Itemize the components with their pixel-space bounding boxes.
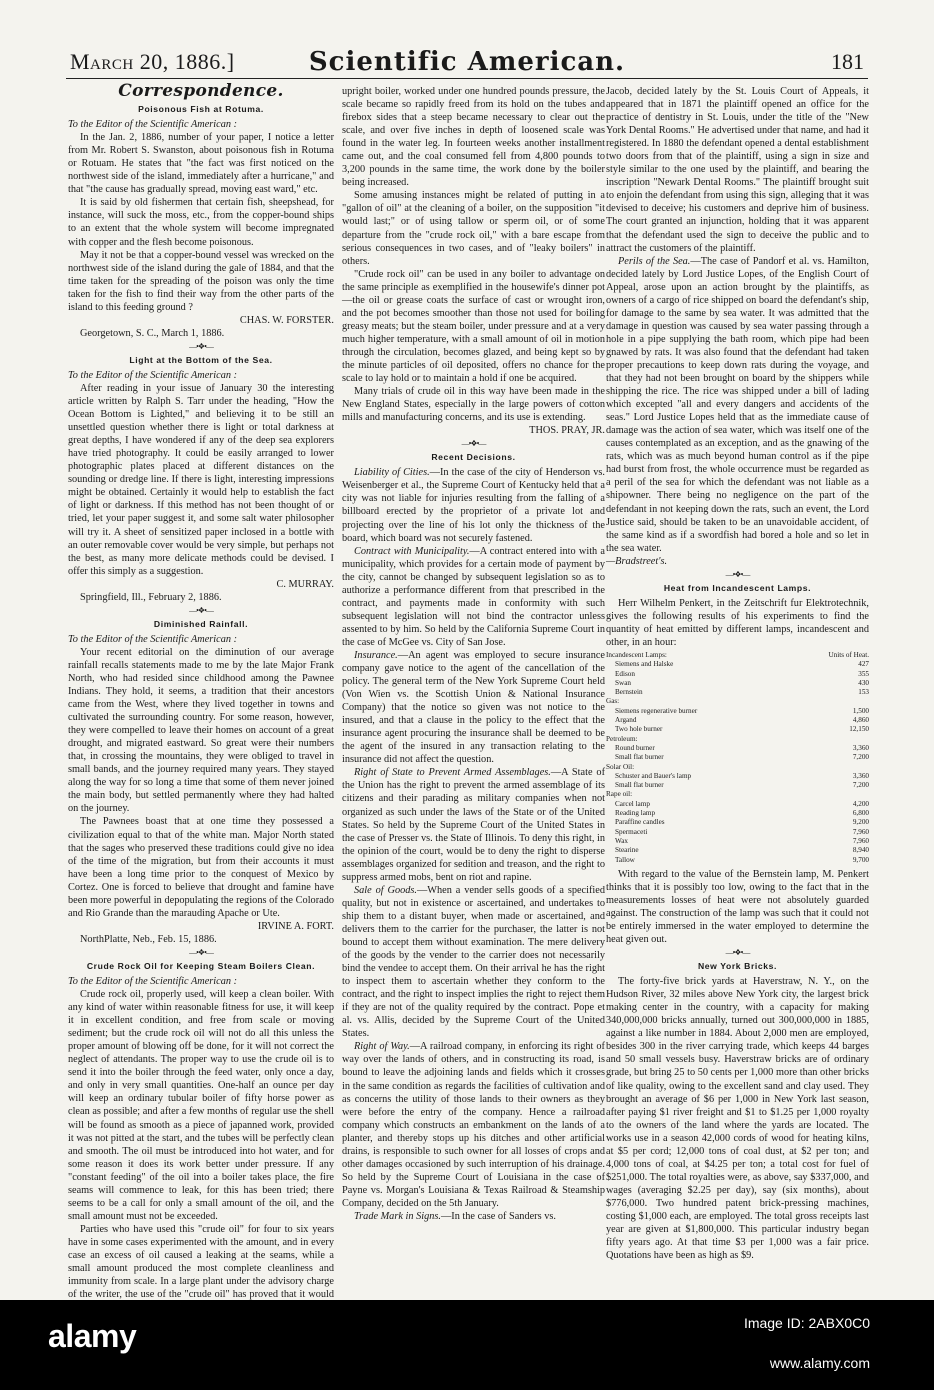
decision-lead: Liability of Cities. [354, 467, 430, 479]
table-cell-label: Two hole burner [615, 725, 663, 734]
table-header-left: Incandescent Lamps: [606, 650, 667, 659]
table-cell-label: Bernstein [615, 688, 643, 697]
table-cell-label: Small flat burner [615, 781, 664, 790]
dateline: NorthPlatte, Neb., Feb. 15, 1886. [80, 933, 217, 945]
table-row [606, 856, 869, 865]
issue-date: March 20, 1886.] [70, 49, 235, 74]
table-cell-value: 9,200 [852, 818, 869, 827]
table-cell-value: 8,940 [852, 846, 869, 855]
article-title: Light at the Bottom of the Sea. [129, 354, 273, 365]
table-header-row [606, 651, 869, 660]
ornament-divider: —•❖•— [189, 947, 213, 957]
table-cell-value: 7,200 [852, 753, 869, 762]
source-credit-text: —Bradstreet's. [606, 555, 668, 567]
table-row [606, 744, 869, 753]
ornament-divider: —•❖•— [189, 605, 213, 615]
table-header-right: Units of Heat. [828, 650, 869, 659]
table-row [606, 828, 869, 837]
decision-text: —In the case of the city of Henderson vs. Weisenberger et al., the Supreme Court of Kentucky held that a city was not liable for injuries resulting from the falling of a billboard erected by the proprietor of a private lot and projecting over the line of his lot only the thickness of the board, which board was not securely fastened. [342, 467, 605, 544]
table-cell-label: Siemens and Halske [615, 660, 674, 669]
table-row [606, 846, 869, 855]
paragraph: Many trials of crude oil in this way have been made in the New England States, especially in the large powers of cotton mills and manufacturing concerns, and its use is extending. [342, 386, 605, 424]
column-1 [68, 81, 334, 1301]
table-row [606, 800, 869, 809]
table-row [606, 772, 869, 781]
decision-text: —A railroad company, in enforcing its right of way over the lands of others, and in constructing its road, is bound to leave the adjoining lands and fields which it crosses in the same condition as regards the facilities of cultivation and as concerns the utility of those lands to their owners as they were before the entry of the company. Hence a railroad company which constructs an embankment on the lands of a planter, and thereby stops up his ditches and other artificial drains, is responsible to such owner for all losses of crops and other damages occasioned by such interruption of his drainage. So held by the Supreme Court of Louisiana in the case of Payne vs. Morgan's Louisiana & Texas Railroad & Steamship Company, decided on the 5th January. [342, 1041, 605, 1209]
table-cell-label: Argand [615, 716, 637, 725]
table-row [606, 716, 869, 725]
editor-address: To the Editor of the Scientific American : [68, 976, 238, 987]
ornament-divider: —•❖•— [725, 948, 750, 958]
paragraph: The forty-five brick yards at Haverstraw, N. Y., on the Hudson River, 32 miles above New York city, the largest brick making center in the country, with a capacity for making 340,000,000 bricks annually, turned out 300,000,000 in 1885, against a like number in 1884. About 2,000 men are employed, besides 300 in the river carrying trade, which keeps 44 barges and 50 small vessels busy. Haverstraw bricks are of ordinary grade, but bring 25 to 50 cents per 1,000 more than other bricks of like quality, owing to the excellent sand and clay used. They brought an average of $6 per 1,000 in New York last season, after paying $1 river freight and $1 to $1.25 per 1,000 royalty to the owners of the land where the yards are located. The works use in a season 42,000 cords of wood for heating kilns, at $5 per cord; 12,000 tons of coal dust, at $2 per ton; and 4,000 tons of coal, at $4.25 per ton; a total cost for fuel of $251,000. The total royalties were, as above, say $337,000, and wages (averaging $2.25 per day), say (six months), about $776,000. Two hundred patent brick-pressing machines, costing $1,000 each, are employed. The total gross receipts last year are given at $1,800,000. This particular industry began fifty years ago. At that time $3 per 1,000 was a fair price. Quotations have been as high as $9. [606, 976, 869, 1262]
table-cell-label: Siemens regenerative burner [615, 706, 698, 715]
editor-address: To the Editor of the Scientific American : [68, 369, 238, 381]
decision-paragraph [342, 884, 605, 1041]
paragraph: upright boiler, worked under one hundred pounds pressure, the scale became so rapidly freed from its hold on the tubes and firebox sides that a steep became necessary to clear out the scale, and over five inches in depth of loosened scale was found in the water leg. In fourteen weeks another installment came out, and the coal consumed fell from 4,800 pounds to 3,200 pounds in the same time, the work done by the boiler being increased. [342, 86, 605, 189]
table-cell-value: 7,200 [852, 781, 869, 790]
paragraph: The Pawnees boast that at one time they possessed a civilization equal to that of the white man. Major North stated that the sages who preserved these traditions could give no idea of the time of the migration, but from their accounts it must have been a long time prior to the conquest of Mexico by Cortez. One is forced to believe that drought and famine have been more powerful in depopulating the regions of the Colorado and Rio Grande than the marauding Apache or Ute. [68, 816, 334, 919]
table-row [606, 735, 869, 744]
table-cell-label: Reading lamp [615, 809, 656, 818]
table-cell-value: 9,700 [852, 855, 869, 864]
decision-lead: Contract with Municipality. [354, 545, 470, 557]
table-cell-label: Swan [615, 678, 631, 687]
table-cell-value: 7,960 [852, 827, 869, 836]
decision-lead: Sale of Goods. [354, 884, 417, 896]
table-row [606, 670, 869, 679]
image-id: Image ID: 2ABX0C0 [743, 1315, 870, 1331]
table-cell-label: Edison [615, 669, 635, 678]
editor-address: To the Editor of the Scientific American : [68, 633, 238, 645]
ornament-divider: —•❖•— [725, 569, 750, 579]
editor-address: To the Editor of the Scientific American : [68, 119, 238, 131]
table-cell-label: Gas: [606, 697, 620, 706]
article-title: Heat from Incandescent Lamps. [663, 582, 812, 593]
decision-lead: Insurance. [354, 649, 398, 661]
article-title: Poisonous Fish at Rotuma. [138, 104, 264, 115]
table-cell-value: 4,860 [852, 716, 869, 725]
table-row [606, 753, 869, 762]
dateline: Springfield, Ill., February 2, 1886. [80, 591, 222, 603]
page-number: 181 [831, 49, 864, 74]
table-row [606, 790, 869, 799]
table-cell-label: Tallow [615, 855, 635, 864]
decision-paragraph [342, 1040, 605, 1210]
table-row [606, 697, 869, 706]
table-cell-value: 12,150 [849, 725, 869, 734]
decision-lead: Perils of the Sea. [618, 255, 691, 267]
table-cell-value: 4,200 [852, 799, 869, 808]
table-cell-label: Petroleum: [606, 734, 638, 743]
table-row [606, 679, 869, 688]
table-cell-label: Round burner [615, 743, 655, 752]
paragraph: May it not be that a copper-bound vessel was wrecked on the northwest side of the island during the gale of 1884, and that the time taken for the spreading of the poison was only the time taken for the fish to find their way from the other parts of the island to this feeding ground ? [68, 249, 334, 313]
table-row [606, 763, 869, 772]
dateline: Georgetown, S. C., March 1, 1886. [80, 327, 225, 339]
paragraph: In the Jan. 2, 1886, number of your paper, I notice a letter from Mr. Robert S. Swanston, about poisonous fish in Rotuma or Rotuam. He states that "the fact was first noticed on the northwest side of the island, immediately after a hurricane," and that "the cause has gradually spread, moving east ward," etc. [68, 132, 334, 196]
masthead-title: Scientific American. [308, 47, 626, 77]
table-cell-label: Stearine [615, 846, 639, 855]
decision-paragraph [342, 1210, 605, 1223]
signature: CHAS. W. FORSTER. [239, 314, 334, 326]
table-row [606, 707, 869, 716]
decision-text: —When a vender sells goods of a specified quality, but not in existence or ascertained, and undertakes to ship them to a distant buyer, when made or ascertained, and delivers them to the carrier for the purchaser, the latter is not bound to accept them without examination. The mere delivery of the goods by the vender to the carrier does not necessarily bind the vendee to accept them. On their arrival he has the right to inspect them to ascertain whether they conform to the contract, and the right to inspect implies the right to reject them if they are not of the quality required by the contract. Pope et al. vs. Allis, decided by the Supreme Court of the United States. [342, 884, 605, 1040]
ornament-divider: —•❖•— [189, 341, 213, 351]
decision-lead: Trade Mark in Signs. [354, 1210, 441, 1222]
decision-paragraph [342, 545, 605, 649]
decision-text: —An agent was employed to secure insurance company gave notice to the agent of the cancellation of the policy. The general term of the New York Supreme Court held (Von Wien vs. the Scottish Union & National Insurance Company) that the notice so given was not notice to the insured, and that a clause in the policy to the effect that the insurance agent procuring the insurance shall be deemed to be the agent of the insured in any transaction relating to the insurance did not affect the question. [342, 649, 605, 766]
article-title: Recent Decisions. [431, 452, 516, 463]
decision-text: —A contract entered into with a municipality, which provides for a certain mode of payment by the city, cannot be changed by subsequent legislation so as to authorize a performance different from that prescribed in the contract, and payments made in conformity with such subsequent legislation will not bind the contractor unless assented to by him. So held by the California Supreme Court in the case of McGee vs. City of San Jose. [342, 545, 605, 648]
paragraph: "Crude rock oil" can be used in any boiler to advantage on the same principle as exemplified in the housewife's dinner pot—the oil or grease coats the surface of cast or wrought iron, and the pot becomes smoother than those not used for boiling greasy meats; but the steam boiler, under pressure and at a very much higher temperature, with a small amount of oil in motion through the circulation, becomes glazed, and being kept so by the minute particles of oil deposited, offers no chance for the scale to lay hold or to maintain a hold if one be acquired. [342, 268, 605, 385]
table-row [606, 688, 869, 697]
decision-lead: Right of Way. [354, 1041, 410, 1053]
decision-text: —The case of Pandorf et al. vs. Hamilton, decided lately by Lord Justice Lopes, of the English Court of Appeal, arose upon an action brought by the plaintiffs, as owners of a cargo of rice shipped on board the defendant's ship, for damage to the same by sea water. It was admitted that the damage in question was caused by sea water passing through a hole in a pipe supplying the bath room, which pipe had been gnawed by rats. It was also found that the defendant had taken proper precautions to keep down rats during the voyage, and that they had not been brought on board by the shippers while shipping the rice. The rice was shipped under a bill of lading which excepted "all and every dangers and accidents of the seas." Lord Justice Lopes held that as the immediate cause of damage was the action of sea water, which was itself one of the causes contemplated as an exception, and as the gnawing of the rats, which was as much beyond human control as if the pipe had burst from frost, the whole occurrence must be regarded as a peril of the sea for which the defendant was not liable as a shipowner. There being no negligence on the part of the defendant in not keeping down the rats, such an event, the Lord Justice said, should be taken to be an unavoidable accident, of the same kind as if a swordfish had bored a hole and so let in the sea water. [606, 255, 869, 554]
table-cell-label: Wax [615, 836, 628, 845]
paragraph: Parties who have used this "crude oil" for four to six years have in some cases experimented with the amount, and in every case an excess of oil caused a leaking at the seams, while a small amount produced the most complete cleanliness and immunity from scale. In a large plant under the advisory charge of the writer, the use of the "crude oil" has proved that it would [68, 1223, 334, 1301]
decision-text: —In the case of Sanders vs. [440, 1210, 556, 1222]
heat-table [606, 651, 869, 865]
table-cell-label: Solar Oil: [606, 762, 635, 771]
table-row [606, 818, 869, 827]
table-row [606, 809, 869, 818]
table-cell-value: 430 [858, 678, 869, 687]
source-credit [606, 555, 869, 568]
table-cell-label: Rape oil: [606, 790, 633, 799]
article-title: New York Bricks. [697, 961, 778, 972]
column-2 [342, 85, 605, 1293]
decision-paragraph [342, 466, 605, 544]
table-cell-value: 1,500 [852, 706, 869, 715]
signature: IRVINE A. FORT. [257, 920, 334, 932]
paragraph: Your recent editorial on the diminution of our average rainfall recalls statements made to me by the late Major Frank North, who had resided since childhood among the Pawnee Indians. They hold, it seems, a tradition that their ancestors came from the West, where they lived together in towns and cultivated the surrounding country. For some reason, however, they were compelled to leave their homes on account of a great drought, and migrated eastward. So great were their numbers that, in crossing the mountains, they were obliged to travel in small bands, and the journey required many years. They stayed along the way for so long a time that some of them never joined the main body, but settled permanently where they had halted on the journey. [68, 646, 334, 815]
alamy-logo: alamy [48, 1318, 137, 1354]
table-cell-value: 6,800 [852, 809, 869, 818]
paragraph: Some amusing instances might be related of putting in a "gallon of oil" at the cleaning of a boiler, on the supposition "it would last;" or of using tallow or sperm oil, or of some departure from the "crude rock oil," with a bare escape from serious consequences in two cases, and of "leaky boilers" in others. [342, 190, 605, 267]
signature: C. MURRAY. [276, 578, 334, 590]
decision-paragraph [606, 255, 869, 555]
section-heading: Correspondence. [118, 81, 284, 101]
table-row [606, 660, 869, 669]
table-cell-value: 3,360 [852, 743, 869, 752]
signature: THOS. PRAY, JR. [529, 425, 605, 437]
table-cell-label: Carcel lamp [615, 799, 650, 808]
paragraph: Jacob, decided lately by the St. Louis Court of Appeals, it appeared that in 1871 the plaintiff opened an office for the practice of dentistry in St. Louis, under the title of the "New York Dental Rooms." He advertised under that name, and had it registered. In 1880 the defendant opened a dental establishment two doors from that of the plaintiff, using a sign in size and style similar to the one used by the plaintiff, and bearing the inscription "Newark Dental Rooms." The plaintiff brought suit to enjoin the defendant from using this sign, alleging that it was devised to deceive; his customers and deprive him of business. The court granted an injunction, holding that it was apparent that the defendant used the sign to deceive the public and to attract the customers of the plaintiff. [606, 86, 869, 254]
table-cell-value: 427 [858, 660, 869, 669]
paragraph: It is said by old fishermen that certain fish, sheepshead, for instance, will suck the moss, etc., from the copper-bound ships to an extent that the whole system will become impregnated with copper and the flesh become poisonous. [68, 197, 334, 248]
table-cell-value: 7,960 [852, 836, 869, 845]
table-row [606, 781, 869, 790]
watermark-url: www.alamy.com [769, 1355, 870, 1371]
article-title: Crude Rock Oil for Keeping Steam Boilers Clean. [86, 960, 316, 971]
paragraph: With regard to the value of the Bernstein lamp, M. Penkert thinks that it is possibly too low, owing to the fact that in the measurements losses of heat were not absolutely guarded against. The construction of the lamp was such that it could not be entirely immersed in the water employed to determine the heat given out. [606, 868, 869, 946]
table-cell-value: 3,360 [852, 771, 869, 780]
ornament-divider: —•❖•— [461, 439, 486, 449]
table-cell-label: Paraffine candles [615, 818, 665, 827]
decision-paragraph [342, 766, 605, 883]
decision-lead: Right of State to Prevent Armed Assemblages. [354, 767, 551, 779]
table-cell-value: 355 [858, 669, 869, 678]
table-row [606, 725, 869, 734]
paragraph: Crude rock oil, properly used, will keep a clean boiler. With any kind of water within reasonable fitness for use, it will keep it in excellent condition, and free from scale or moving sediment; but the crude rock oil will not do all this unless the proper amount of blowing off be done, for it will not correct the neglect of attendants. The proper way to use the crude oil is to send it into the boiler through the feed water, only once a day, and only in very small quantities. One-half an ounce per day will keep an ordinary tubular boiler of fifty horse power as clean as possible; and after a few months of regular use the shell will be found as smooth as a piece of japanned work, provided it was not pitted at the start, and the tubes will be perfectly clean and smooth. The oil must be introduced into hot water, and for some reason it does its work better under pressure. If any "constant feeding" of the oil into a boiler takes place, the fire seams will commence to leak, for this has been tried; there seems to be a call for only a small amount of the oil, and the small amount must not be exceeded. [68, 989, 334, 1222]
table-cell-label: Spermaceti [615, 827, 648, 836]
decision-text: —A State of the Union has the right to prevent the armed assemblage of its citizens and their parading as military companies when not organized as such under the laws of the State or of the United States. So held by the Supreme Court of the United States in the case of Presser vs. the State of Illinois. To deny this right, in the opinion of the court, would be to deny the right to disperse assemblages organized for sedition and treason, and the right to suppress armed mobs, bent on riot and rapine. [342, 767, 606, 883]
decision-paragraph [342, 649, 605, 766]
table-cell-value: 153 [858, 688, 869, 697]
column-3 [606, 85, 869, 1293]
paragraph: After reading in your issue of January 30 the interesting article written by Ralph S. Tarr under the heading, "How the Ocean Bottom is Lighted," and believing it to be still an unsettled question whether there is light or total darkness at great depths, I have wondered if any of the deep sea explorers have tried photography. It could be easily arranged to lower photographic plates placed at different distances on the sounding or dredge line. If there is light, interesting impressions might be obtained. Certainly it would help to establish the fact of light or darkness. If this method has not been thought of or tried, let your paper suggest it, and some salt water philosopher will try it. A sheet of sensitized paper inclosed in a bottle with an outer removable cover would be very simple, but perhaps not the best, as many more delicate methods could be devised. I offer this simply as a suggestion. [68, 382, 334, 577]
header-rule [66, 78, 868, 79]
table-cell-label: Schuster and Bauer's lamp [615, 771, 692, 780]
article-title: Diminished Rainfall. [153, 618, 249, 629]
table-row [606, 837, 869, 846]
table-cell-label: Small flat burner [615, 753, 664, 762]
paragraph: Herr Wilhelm Penkert, in the Zeitschrift fur Elektrotechnik, gives the following results of his experiments to find the quantity of heat emitted by different lamps, incandescent and other, in an hour: [606, 597, 869, 648]
